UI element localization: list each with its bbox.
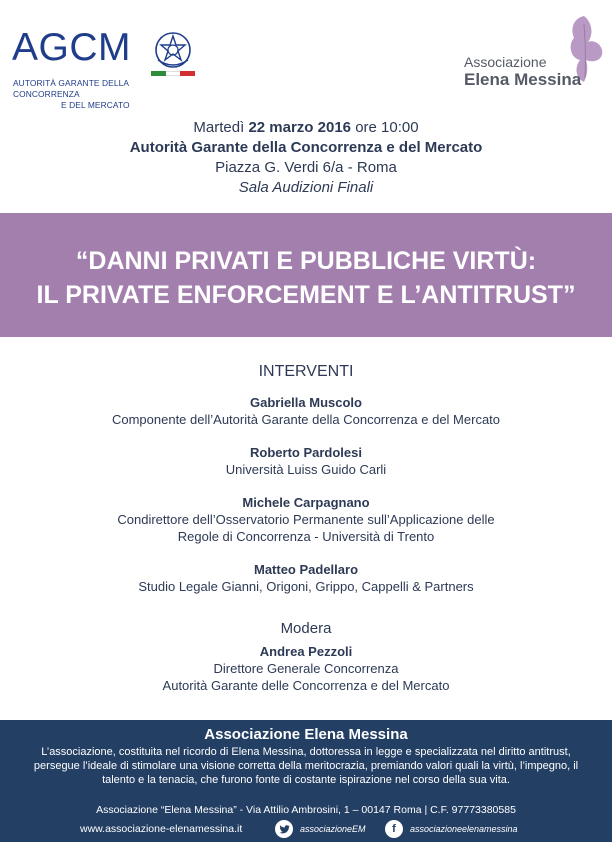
event-title bbox=[0, 244, 612, 312]
associazione-logo-small: Associazione bbox=[464, 54, 547, 70]
moderator-item bbox=[0, 643, 612, 694]
event-date: 22 marzo 2016 bbox=[248, 119, 352, 136]
associazione-logo bbox=[462, 14, 608, 94]
event-title-line1: “DANNI PRIVATI E PUBBLICHE VIRTÙ: bbox=[75, 247, 537, 275]
speaker-role: Componente dell’Autorità Garante della Concorrenza e del Mercato bbox=[111, 412, 501, 427]
twitter-icon bbox=[275, 820, 293, 838]
moderator-name: Andrea Pezzoli bbox=[259, 644, 353, 659]
twitter-link[interactable] bbox=[275, 820, 366, 838]
speaker-role: Regole di Concorrenza - Università di Trento bbox=[177, 529, 435, 544]
footer-address: Associazione “Elena Messina” - Via Attilio Ambrosini, 1 – 00147 Roma | C.F. 97773380585 bbox=[96, 804, 516, 816]
speaker-item bbox=[0, 394, 612, 428]
event-room: Sala Audizioni Finali bbox=[238, 179, 374, 196]
italian-republic-emblem-icon bbox=[152, 30, 194, 70]
speaker-item bbox=[0, 561, 612, 595]
footer-description: L’associazione, costituita nel ricordo di Elena Messina, dottoressa in legge e specializzata nel diritto antitrust, persegue l’ideale di stimolare una visione corretta della meritocrazia, premiando valori quali la virtù, l’impegno, il talento e la tenacia, che furono fonte di costante ispirazione nel corso della sua vita. bbox=[33, 746, 579, 786]
title-band bbox=[0, 213, 612, 337]
facebook-handle: associazioneelenamessina bbox=[410, 824, 518, 834]
speaker-name: Matteo Padellaro bbox=[253, 562, 359, 577]
speaker-item bbox=[0, 494, 612, 545]
italian-flag-stripe bbox=[151, 71, 195, 76]
speaker-name: Gabriella Muscolo bbox=[250, 395, 362, 410]
interventi-heading: INTERVENTI bbox=[258, 363, 354, 380]
agcm-logo-word: AGCM bbox=[12, 26, 131, 69]
associazione-logo-name: Elena Messina bbox=[464, 70, 582, 89]
website-link[interactable]: www.associazione-elenamessina.it bbox=[80, 823, 243, 835]
moderator-role: Direttore Generale Concorrenza bbox=[213, 661, 399, 676]
speaker-item bbox=[0, 444, 612, 478]
event-title-line2: IL PRIVATE ENFORCEMENT E L’ANTITRUST” bbox=[36, 281, 576, 309]
event-time: ore 10:00 bbox=[355, 119, 419, 136]
event-info bbox=[0, 118, 612, 198]
speaker-role: Studio Legale Gianni, Origoni, Grippo, Cappelli & Partners bbox=[138, 579, 474, 594]
footer bbox=[0, 720, 612, 842]
event-day: Martedì bbox=[193, 119, 245, 136]
facebook-link[interactable] bbox=[385, 820, 518, 838]
speaker-name: Roberto Pardolesi bbox=[250, 445, 362, 460]
speaker-name: Michele Carpagnano bbox=[242, 495, 370, 510]
interventi-heading-wrap bbox=[0, 362, 612, 382]
twitter-handle: associazioneEM bbox=[300, 824, 366, 834]
event-venue: Autorità Garante della Concorrenza e del Mercato bbox=[129, 139, 483, 156]
agcm-logo-subtitle: AUTORITÀ GARANTE DELLA CONCORRENZA E DEL MERCATO bbox=[13, 78, 130, 110]
speaker-role: Università Luiss Guido Carli bbox=[225, 462, 387, 477]
moderator-role: Autorità Garante delle Concorrenza e del Mercato bbox=[162, 678, 450, 693]
speaker-role: Condirettore dell’Osservatorio Permanente sull’Applicazione delle bbox=[117, 512, 495, 527]
event-datetime bbox=[0, 118, 612, 138]
moderator-heading: Modera bbox=[280, 620, 332, 637]
footer-links bbox=[0, 820, 612, 840]
facebook-icon: f bbox=[385, 820, 403, 838]
agcm-logo bbox=[12, 26, 192, 110]
footer-title: Associazione Elena Messina bbox=[204, 726, 408, 743]
event-address: Piazza G. Verdi 6/a - Roma bbox=[215, 159, 397, 176]
